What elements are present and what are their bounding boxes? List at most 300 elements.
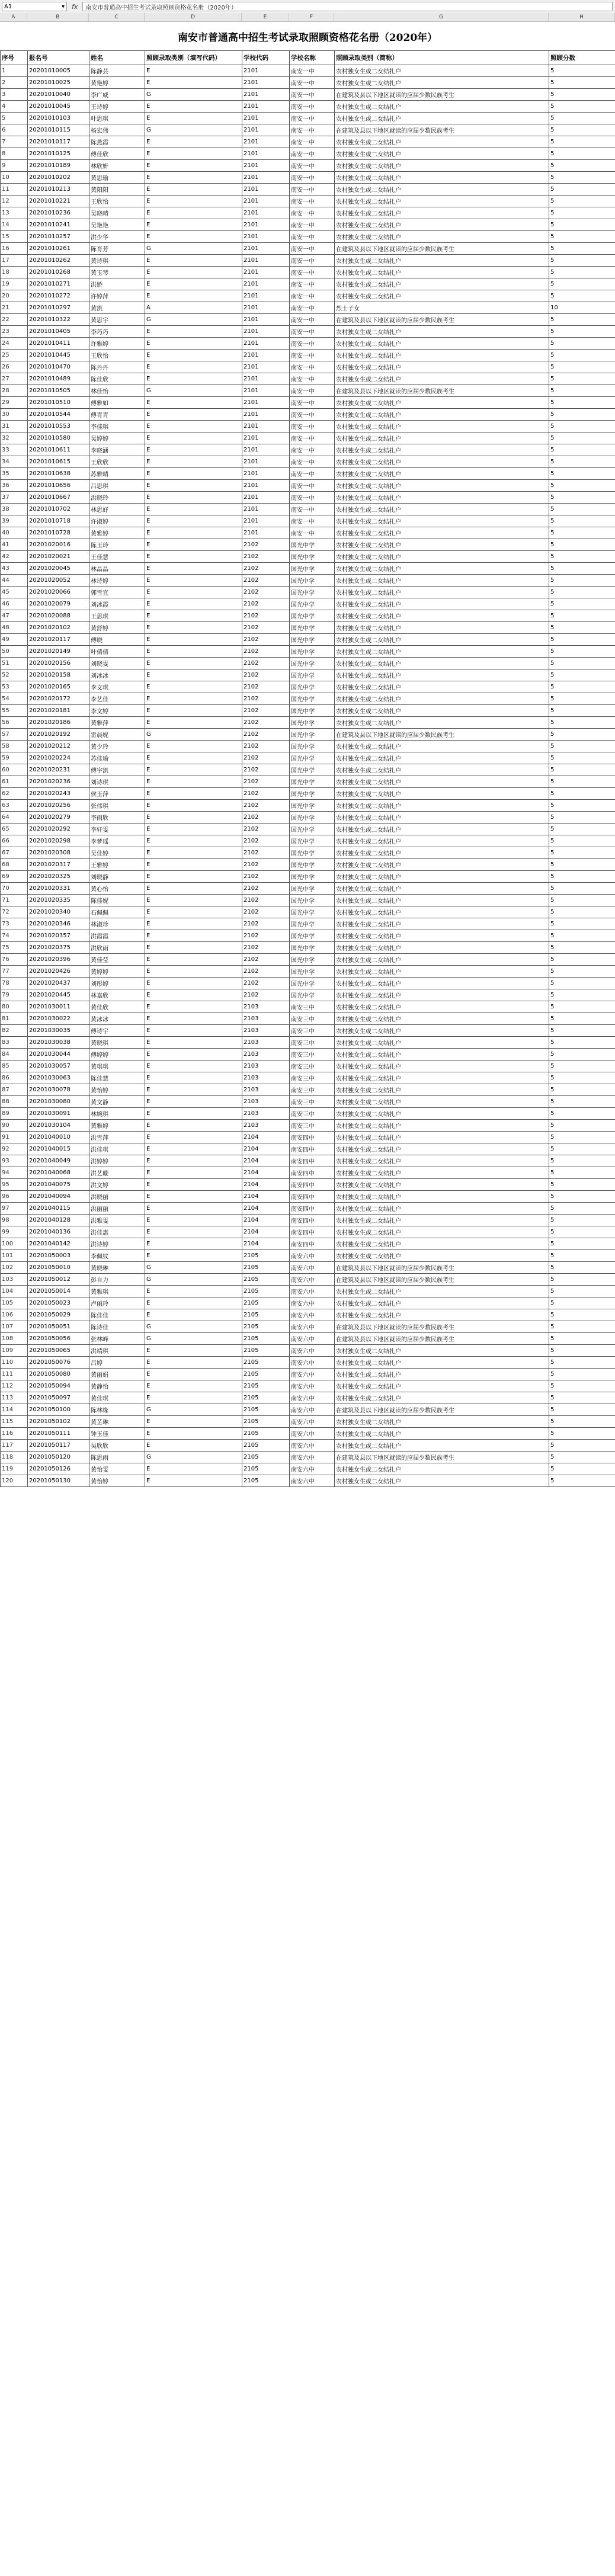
table-cell[interactable]: 2101 <box>242 456 290 468</box>
table-cell[interactable]: 黄凯 <box>89 302 145 314</box>
table-cell[interactable]: 20201020308 <box>28 847 89 859</box>
table-cell[interactable]: 傅青青 <box>89 409 145 421</box>
table-cell[interactable]: 烈士子女 <box>335 302 549 314</box>
table-cell[interactable]: 20201020172 <box>28 693 89 705</box>
table-cell[interactable]: 5 <box>549 871 615 883</box>
table-cell[interactable]: E <box>145 1369 242 1380</box>
table-cell[interactable]: 18 <box>1 267 28 278</box>
table-cell[interactable]: 84 <box>1 1049 28 1060</box>
table-cell[interactable]: E <box>145 1179 242 1191</box>
table-cell[interactable]: 南安四中 <box>290 1226 335 1238</box>
table-cell[interactable]: 南安四中 <box>290 1143 335 1155</box>
table-cell[interactable]: 109 <box>1 1345 28 1357</box>
formula-input[interactable]: 南安市普通高中招生考试录取照顾资格花名册（2020年） <box>82 2 613 11</box>
table-cell[interactable]: E <box>145 468 242 480</box>
table-cell[interactable]: 2101 <box>242 361 290 373</box>
table-cell[interactable]: 20201010045 <box>28 101 89 113</box>
table-cell[interactable]: 2105 <box>242 1250 290 1262</box>
table-cell[interactable]: 20201030038 <box>28 1037 89 1049</box>
table-cell[interactable]: 20201010125 <box>28 148 89 160</box>
table-cell[interactable]: E <box>145 539 242 551</box>
table-cell[interactable]: E <box>145 598 242 610</box>
table-cell[interactable]: 20201020375 <box>28 942 89 954</box>
table-cell[interactable]: 农村独女生或二女结扎户 <box>335 812 549 824</box>
table-cell[interactable]: 南安一中 <box>290 350 335 361</box>
table-cell[interactable]: 农村独女生或二女结扎户 <box>335 741 549 752</box>
table-cell[interactable]: 55 <box>1 705 28 717</box>
table-cell[interactable]: 南安一中 <box>290 196 335 207</box>
table-cell[interactable]: 5 <box>549 1250 615 1262</box>
table-cell[interactable]: 5 <box>549 1369 615 1380</box>
table-cell[interactable]: E <box>145 563 242 575</box>
table-cell[interactable]: 农村独女生或二女结扎户 <box>335 1380 549 1392</box>
table-cell[interactable]: 20201050111 <box>28 1428 89 1440</box>
table-cell[interactable]: 叶思琪 <box>89 113 145 124</box>
table-cell[interactable]: 南安一中 <box>290 361 335 373</box>
table-cell[interactable]: 20201010213 <box>28 184 89 196</box>
table-cell[interactable]: 20201040136 <box>28 1226 89 1238</box>
table-cell[interactable]: 农村独女生或二女结扎户 <box>335 432 549 444</box>
table-cell[interactable]: 2101 <box>242 326 290 338</box>
table-cell[interactable]: 5 <box>549 1475 615 1487</box>
table-cell[interactable]: E <box>145 350 242 361</box>
table-cell[interactable]: 20201020045 <box>28 563 89 575</box>
table-cell[interactable]: E <box>145 741 242 752</box>
table-cell[interactable]: 2103 <box>242 1049 290 1060</box>
table-cell[interactable]: 20201010510 <box>28 397 89 409</box>
table-cell[interactable]: 95 <box>1 1179 28 1191</box>
table-cell[interactable]: 黄雅婷 <box>89 1120 145 1132</box>
table-cell[interactable]: 侯玉萍 <box>89 788 145 800</box>
table-cell[interactable]: 农村独女生或二女结扎户 <box>335 1037 549 1049</box>
table-cell[interactable]: 南安三中 <box>290 1013 335 1025</box>
table-cell[interactable]: 5 <box>549 350 615 361</box>
table-cell[interactable]: 2104 <box>242 1238 290 1250</box>
table-cell[interactable]: 农村独女生或二女结扎户 <box>335 65 549 77</box>
table-cell[interactable]: 20201020079 <box>28 598 89 610</box>
table-cell[interactable]: 农村独女生或二女结扎户 <box>335 1072 549 1084</box>
table-cell[interactable]: E <box>145 219 242 231</box>
table-cell[interactable]: E <box>145 432 242 444</box>
table-cell[interactable]: 2102 <box>242 930 290 942</box>
table-cell[interactable]: 98 <box>1 1215 28 1226</box>
table-cell[interactable]: 在建筑及县以下地区就读的应届少数民族考生 <box>335 1274 549 1286</box>
table-cell[interactable]: 5 <box>549 160 615 172</box>
table-cell[interactable]: 87 <box>1 1084 28 1096</box>
table-cell[interactable]: 2102 <box>242 563 290 575</box>
table-cell[interactable]: 20201010117 <box>28 136 89 148</box>
table-cell[interactable]: 国光中学 <box>290 835 335 847</box>
table-cell[interactable]: 南安一中 <box>290 113 335 124</box>
table-cell[interactable]: 20201020346 <box>28 918 89 930</box>
table-cell[interactable]: 2101 <box>242 136 290 148</box>
table-cell[interactable]: 5 <box>549 658 615 669</box>
table-cell[interactable]: 5 <box>549 480 615 492</box>
table-cell[interactable]: 31 <box>1 421 28 432</box>
table-cell[interactable]: E <box>145 646 242 658</box>
chevron-down-icon[interactable]: ▾ <box>61 3 65 10</box>
table-cell[interactable]: G <box>145 124 242 136</box>
table-cell[interactable]: 40 <box>1 527 28 539</box>
table-cell[interactable]: 79 <box>1 989 28 1001</box>
table-cell[interactable]: 5 <box>549 669 615 681</box>
table-cell[interactable]: 2103 <box>242 1084 290 1096</box>
table-cell[interactable]: 5 <box>549 172 615 184</box>
table-cell[interactable]: 117 <box>1 1440 28 1452</box>
table-cell[interactable]: 2103 <box>242 1072 290 1084</box>
table-cell[interactable]: 2105 <box>242 1452 290 1463</box>
table-cell[interactable]: 20201020437 <box>28 978 89 989</box>
table-cell[interactable]: 农村独女生或二女结扎户 <box>335 1179 549 1191</box>
table-cell[interactable]: 2101 <box>242 243 290 255</box>
table-cell[interactable]: 吴婷婷 <box>89 432 145 444</box>
table-cell[interactable]: 张林峰 <box>89 1333 145 1345</box>
table-cell[interactable]: 南安一中 <box>290 480 335 492</box>
table-cell[interactable]: 农村独女生或二女结扎户 <box>335 480 549 492</box>
table-cell[interactable]: 5 <box>549 1179 615 1191</box>
table-cell[interactable]: 石佩佩 <box>89 906 145 918</box>
table-cell[interactable]: G <box>145 1262 242 1274</box>
table-cell[interactable]: 5 <box>549 1013 615 1025</box>
table-cell[interactable]: 国光中学 <box>290 646 335 658</box>
table-cell[interactable]: 5 <box>549 741 615 752</box>
table-cell[interactable]: 农村独女生或二女结扎户 <box>335 598 549 610</box>
table-cell[interactable]: 林淑珍 <box>89 918 145 930</box>
table-cell[interactable]: 黄琪琪 <box>89 1060 145 1072</box>
table-cell[interactable]: 2105 <box>242 1392 290 1404</box>
table-cell[interactable]: 农村独女生或二女结扎户 <box>335 409 549 421</box>
table-cell[interactable]: 农村独女生或二女结扎户 <box>335 267 549 278</box>
table-cell[interactable]: 南安六中 <box>290 1440 335 1452</box>
table-cell[interactable]: 国光中学 <box>290 598 335 610</box>
table-cell[interactable]: 2101 <box>242 421 290 432</box>
table-cell[interactable]: 2103 <box>242 1060 290 1072</box>
table-cell[interactable]: 5 <box>549 587 615 598</box>
table-cell[interactable]: E <box>145 1037 242 1049</box>
table-cell[interactable]: 20201030011 <box>28 1001 89 1013</box>
table-cell[interactable]: 李艺佳 <box>89 693 145 705</box>
table-cell[interactable]: 2104 <box>242 1191 290 1203</box>
table-cell[interactable]: 南安一中 <box>290 65 335 77</box>
table-cell[interactable]: 国光中学 <box>290 954 335 966</box>
table-cell[interactable]: 5 <box>549 989 615 1001</box>
table-cell[interactable]: 农村独女生或二女结扎户 <box>335 196 549 207</box>
table-cell[interactable]: 113 <box>1 1392 28 1404</box>
table-cell[interactable]: 45 <box>1 587 28 598</box>
table-cell[interactable]: 南安一中 <box>290 421 335 432</box>
table-cell[interactable]: 国光中学 <box>290 717 335 729</box>
table-cell[interactable]: 黄怡雯 <box>89 1463 145 1475</box>
table-cell[interactable]: 2102 <box>242 859 290 871</box>
table-cell[interactable]: 2102 <box>242 764 290 776</box>
table-cell[interactable]: 黄佳琪 <box>89 1392 145 1404</box>
table-cell[interactable]: 20201050094 <box>28 1380 89 1392</box>
table-cell[interactable]: 南安六中 <box>290 1286 335 1297</box>
table-cell[interactable]: 黄雅婷 <box>89 527 145 539</box>
table-cell[interactable]: E <box>145 373 242 385</box>
table-cell[interactable]: 南安六中 <box>290 1416 335 1428</box>
table-cell[interactable]: 农村独女生或二女结扎户 <box>335 468 549 480</box>
table-cell[interactable]: 20201010272 <box>28 290 89 302</box>
table-cell[interactable]: 南安一中 <box>290 172 335 184</box>
table-cell[interactable]: 农村独女生或二女结扎户 <box>335 338 549 350</box>
table-cell[interactable]: 在建筑及县以下地区就读的应届少数民族考生 <box>335 314 549 326</box>
table-cell[interactable]: 农村独女生或二女结扎户 <box>335 172 549 184</box>
table-cell[interactable]: 2101 <box>242 77 290 89</box>
table-cell[interactable]: 农村独女生或二女结扎户 <box>335 1428 549 1440</box>
table-cell[interactable]: 20201040049 <box>28 1155 89 1167</box>
table-cell[interactable]: 洪婷婷 <box>89 1155 145 1167</box>
table-cell[interactable]: 南安一中 <box>290 136 335 148</box>
table-cell[interactable]: G <box>145 314 242 326</box>
table-cell[interactable]: 农村独女生或二女结扎户 <box>335 563 549 575</box>
table-cell[interactable]: 农村独女生或二女结扎户 <box>335 527 549 539</box>
table-cell[interactable]: 5 <box>549 492 615 504</box>
table-cell[interactable]: 农村独女生或二女结扎户 <box>335 824 549 835</box>
table-cell[interactable]: 29 <box>1 397 28 409</box>
table-cell[interactable]: 89 <box>1 1108 28 1120</box>
table-cell[interactable]: 农村独女生或二女结扎户 <box>335 634 549 646</box>
table-cell[interactable]: 林婉琪 <box>89 1108 145 1120</box>
table-cell[interactable]: 南安一中 <box>290 515 335 527</box>
table-cell[interactable]: 20201020192 <box>28 729 89 741</box>
table-cell[interactable]: 2102 <box>242 705 290 717</box>
table-cell[interactable]: 5 <box>549 432 615 444</box>
table-cell[interactable]: 5 <box>549 456 615 468</box>
table-cell[interactable]: 黄心怡 <box>89 883 145 895</box>
table-cell[interactable]: E <box>145 1428 242 1440</box>
table-cell[interactable]: 20201010261 <box>28 243 89 255</box>
table-cell[interactable]: 黄诗琪 <box>89 255 145 267</box>
table-cell[interactable]: 农村独女生或二女结扎户 <box>335 1226 549 1238</box>
table-cell[interactable]: 国光中学 <box>290 669 335 681</box>
table-cell[interactable]: 82 <box>1 1025 28 1037</box>
table-cell[interactable]: 南安一中 <box>290 432 335 444</box>
table-cell[interactable]: 5 <box>549 764 615 776</box>
table-cell[interactable]: 58 <box>1 741 28 752</box>
table-cell[interactable]: 南安六中 <box>290 1262 335 1274</box>
table-cell[interactable]: 2102 <box>242 717 290 729</box>
table-cell[interactable]: 20201010638 <box>28 468 89 480</box>
table-cell[interactable]: 5 <box>549 883 615 895</box>
table-cell[interactable]: 南安一中 <box>290 77 335 89</box>
table-cell[interactable]: 农村独女生或二女结扎户 <box>335 575 549 587</box>
table-cell[interactable]: 洪少华 <box>89 231 145 243</box>
table-cell[interactable]: 20201020224 <box>28 752 89 764</box>
table-cell[interactable]: E <box>145 847 242 859</box>
table-cell[interactable]: 在建筑及县以下地区就读的应届少数民族考生 <box>335 385 549 397</box>
table-cell[interactable]: 南安一中 <box>290 184 335 196</box>
table-cell[interactable]: 2101 <box>242 160 290 172</box>
table-cell[interactable]: 2102 <box>242 551 290 563</box>
table-cell[interactable]: 农村独女生或二女结扎户 <box>335 1132 549 1143</box>
table-cell[interactable]: 20201020165 <box>28 681 89 693</box>
table-cell[interactable]: 许雅婷 <box>89 338 145 350</box>
table-cell[interactable]: 国光中学 <box>290 729 335 741</box>
table-cell[interactable]: 李巧巧 <box>89 326 145 338</box>
table-cell[interactable]: G <box>145 89 242 101</box>
table-cell[interactable]: 南安一中 <box>290 148 335 160</box>
table-cell[interactable]: E <box>145 1155 242 1167</box>
table-cell[interactable]: E <box>145 1380 242 1392</box>
table-cell[interactable]: 农村独女生或二女结扎户 <box>335 883 549 895</box>
table-cell[interactable]: 5 <box>549 954 615 966</box>
table-cell[interactable]: 南安三中 <box>290 1060 335 1072</box>
table-cell[interactable]: E <box>145 669 242 681</box>
table-cell[interactable]: 5 <box>549 148 615 160</box>
table-cell[interactable]: E <box>145 1132 242 1143</box>
table-cell[interactable]: 黄怡婷 <box>89 1084 145 1096</box>
table-cell[interactable]: 2101 <box>242 515 290 527</box>
table-cell[interactable]: 2101 <box>242 350 290 361</box>
table-cell[interactable]: 5 <box>549 1392 615 1404</box>
table-cell[interactable]: E <box>145 752 242 764</box>
table-cell[interactable]: 41 <box>1 539 28 551</box>
table-cell[interactable]: 54 <box>1 693 28 705</box>
table-cell[interactable]: 傅佳欣 <box>89 148 145 160</box>
table-cell[interactable]: 27 <box>1 373 28 385</box>
table-cell[interactable]: 南安四中 <box>290 1191 335 1203</box>
table-cell[interactable]: 2101 <box>242 480 290 492</box>
table-cell[interactable]: 黄丽娟 <box>89 1369 145 1380</box>
table-cell[interactable]: 2105 <box>242 1369 290 1380</box>
table-cell[interactable]: 南安一中 <box>290 219 335 231</box>
table-cell[interactable]: 20201050029 <box>28 1309 89 1321</box>
table-cell[interactable]: 5 <box>549 65 615 77</box>
table-cell[interactable]: 陈燕霞 <box>89 136 145 148</box>
table-cell[interactable]: 洪娇 <box>89 278 145 290</box>
table-cell[interactable]: E <box>145 1309 242 1321</box>
table-cell[interactable]: 国光中学 <box>290 812 335 824</box>
table-cell[interactable]: 农村独女生或二女结扎户 <box>335 136 549 148</box>
table-cell[interactable]: 20201010202 <box>28 172 89 184</box>
table-cell[interactable]: 20201020335 <box>28 895 89 906</box>
table-cell[interactable]: 1 <box>1 65 28 77</box>
table-cell[interactable]: 2101 <box>242 124 290 136</box>
table-cell[interactable]: E <box>145 136 242 148</box>
table-cell[interactable]: 67 <box>1 847 28 859</box>
table-cell[interactable]: 农村独女生或二女结扎户 <box>335 906 549 918</box>
table-cell[interactable]: 13 <box>1 207 28 219</box>
table-cell[interactable]: 杨宏伟 <box>89 124 145 136</box>
table-cell[interactable]: 南安一中 <box>290 231 335 243</box>
table-cell[interactable]: 农村独女生或二女结扎户 <box>335 1120 549 1132</box>
table-cell[interactable]: E <box>145 835 242 847</box>
table-cell[interactable]: 20201050097 <box>28 1392 89 1404</box>
table-cell[interactable]: 2101 <box>242 527 290 539</box>
table-cell[interactable]: 5 <box>549 113 615 124</box>
table-cell[interactable]: 农村独女生或二女结扎户 <box>335 835 549 847</box>
table-cell[interactable]: 5 <box>549 338 615 350</box>
table-cell[interactable]: 5 <box>549 1155 615 1167</box>
table-cell[interactable]: 20201010718 <box>28 515 89 527</box>
table-cell[interactable]: 2102 <box>242 610 290 622</box>
table-cell[interactable]: 20201050080 <box>28 1369 89 1380</box>
table-cell[interactable]: 20201010728 <box>28 527 89 539</box>
table-cell[interactable]: 李梦瑶 <box>89 835 145 847</box>
table-cell[interactable]: 92 <box>1 1143 28 1155</box>
table-cell[interactable]: 53 <box>1 681 28 693</box>
table-cell[interactable]: 王欣怡 <box>89 196 145 207</box>
table-cell[interactable]: 2102 <box>242 741 290 752</box>
table-cell[interactable]: 农村独女生或二女结扎户 <box>335 421 549 432</box>
table-cell[interactable]: 114 <box>1 1404 28 1416</box>
table-cell[interactable]: 张伟琪 <box>89 800 145 812</box>
table-cell[interactable]: 5 <box>549 124 615 136</box>
table-cell[interactable]: 2101 <box>242 468 290 480</box>
table-cell[interactable]: 5 <box>549 752 615 764</box>
table-cell[interactable]: 南安一中 <box>290 456 335 468</box>
table-cell[interactable]: 农村独女生或二女结扎户 <box>335 610 549 622</box>
table-cell[interactable]: G <box>145 1274 242 1286</box>
table-cell[interactable]: 2102 <box>242 693 290 705</box>
table-cell[interactable]: 2102 <box>242 669 290 681</box>
name-box[interactable] <box>2 2 67 11</box>
table-cell[interactable]: 黄雅琪 <box>89 1286 145 1297</box>
table-cell[interactable]: 2104 <box>242 1155 290 1167</box>
table-cell[interactable]: 108 <box>1 1333 28 1345</box>
table-cell[interactable]: 5 <box>549 800 615 812</box>
table-cell[interactable]: E <box>145 978 242 989</box>
table-cell[interactable]: 2105 <box>242 1345 290 1357</box>
table-cell[interactable]: E <box>145 1357 242 1369</box>
table-cell[interactable]: 2 <box>1 77 28 89</box>
table-cell[interactable]: 5 <box>549 1463 615 1475</box>
table-cell[interactable]: 南安六中 <box>290 1333 335 1345</box>
table-cell[interactable]: 5 <box>549 1357 615 1369</box>
table-cell[interactable]: 2101 <box>242 101 290 113</box>
table-cell[interactable]: 44 <box>1 575 28 587</box>
table-cell[interactable]: 农村独女生或二女结扎户 <box>335 752 549 764</box>
table-cell[interactable]: 20201050065 <box>28 1345 89 1357</box>
table-cell[interactable]: 农村独女生或二女结扎户 <box>335 1392 549 1404</box>
table-cell[interactable]: 5 <box>549 515 615 527</box>
table-cell[interactable]: 农村独女生或二女结扎户 <box>335 895 549 906</box>
table-cell[interactable]: 20 <box>1 290 28 302</box>
table-cell[interactable]: 林思妤 <box>89 504 145 515</box>
table-cell[interactable]: 42 <box>1 551 28 563</box>
table-cell[interactable]: 5 <box>549 705 615 717</box>
table-cell[interactable]: 5 <box>549 634 615 646</box>
table-cell[interactable]: 南安一中 <box>290 326 335 338</box>
table-cell[interactable]: 5 <box>549 421 615 432</box>
table-cell[interactable]: 94 <box>1 1167 28 1179</box>
table-cell[interactable]: 2103 <box>242 1025 290 1037</box>
table-cell[interactable]: 李晓涵 <box>89 444 145 456</box>
table-cell[interactable]: 南安三中 <box>290 1084 335 1096</box>
column-letter-c[interactable]: C <box>89 13 145 21</box>
table-cell[interactable]: 5 <box>549 77 615 89</box>
table-cell[interactable]: 农村独女生或二女结扎户 <box>335 184 549 196</box>
table-cell[interactable]: 在建筑及县以下地区就读的应届少数民族考生 <box>335 89 549 101</box>
table-cell[interactable]: 5 <box>549 563 615 575</box>
table-cell[interactable]: E <box>145 788 242 800</box>
table-cell[interactable]: 60 <box>1 764 28 776</box>
table-cell[interactable]: 农村独女生或二女结扎户 <box>335 1096 549 1108</box>
table-cell[interactable]: 国光中学 <box>290 847 335 859</box>
table-cell[interactable]: 5 <box>549 1238 615 1250</box>
table-cell[interactable]: 2101 <box>242 504 290 515</box>
table-cell[interactable]: E <box>145 764 242 776</box>
table-cell[interactable]: 2102 <box>242 622 290 634</box>
table-cell[interactable]: 国光中学 <box>290 930 335 942</box>
table-cell[interactable]: E <box>145 1416 242 1428</box>
table-cell[interactable]: 农村独女生或二女结扎户 <box>335 148 549 160</box>
table-cell[interactable]: 国光中学 <box>290 587 335 598</box>
table-cell[interactable]: 20201020016 <box>28 539 89 551</box>
table-cell[interactable]: 洪艺璇 <box>89 1167 145 1179</box>
table-cell[interactable]: 李佳琪 <box>89 421 145 432</box>
